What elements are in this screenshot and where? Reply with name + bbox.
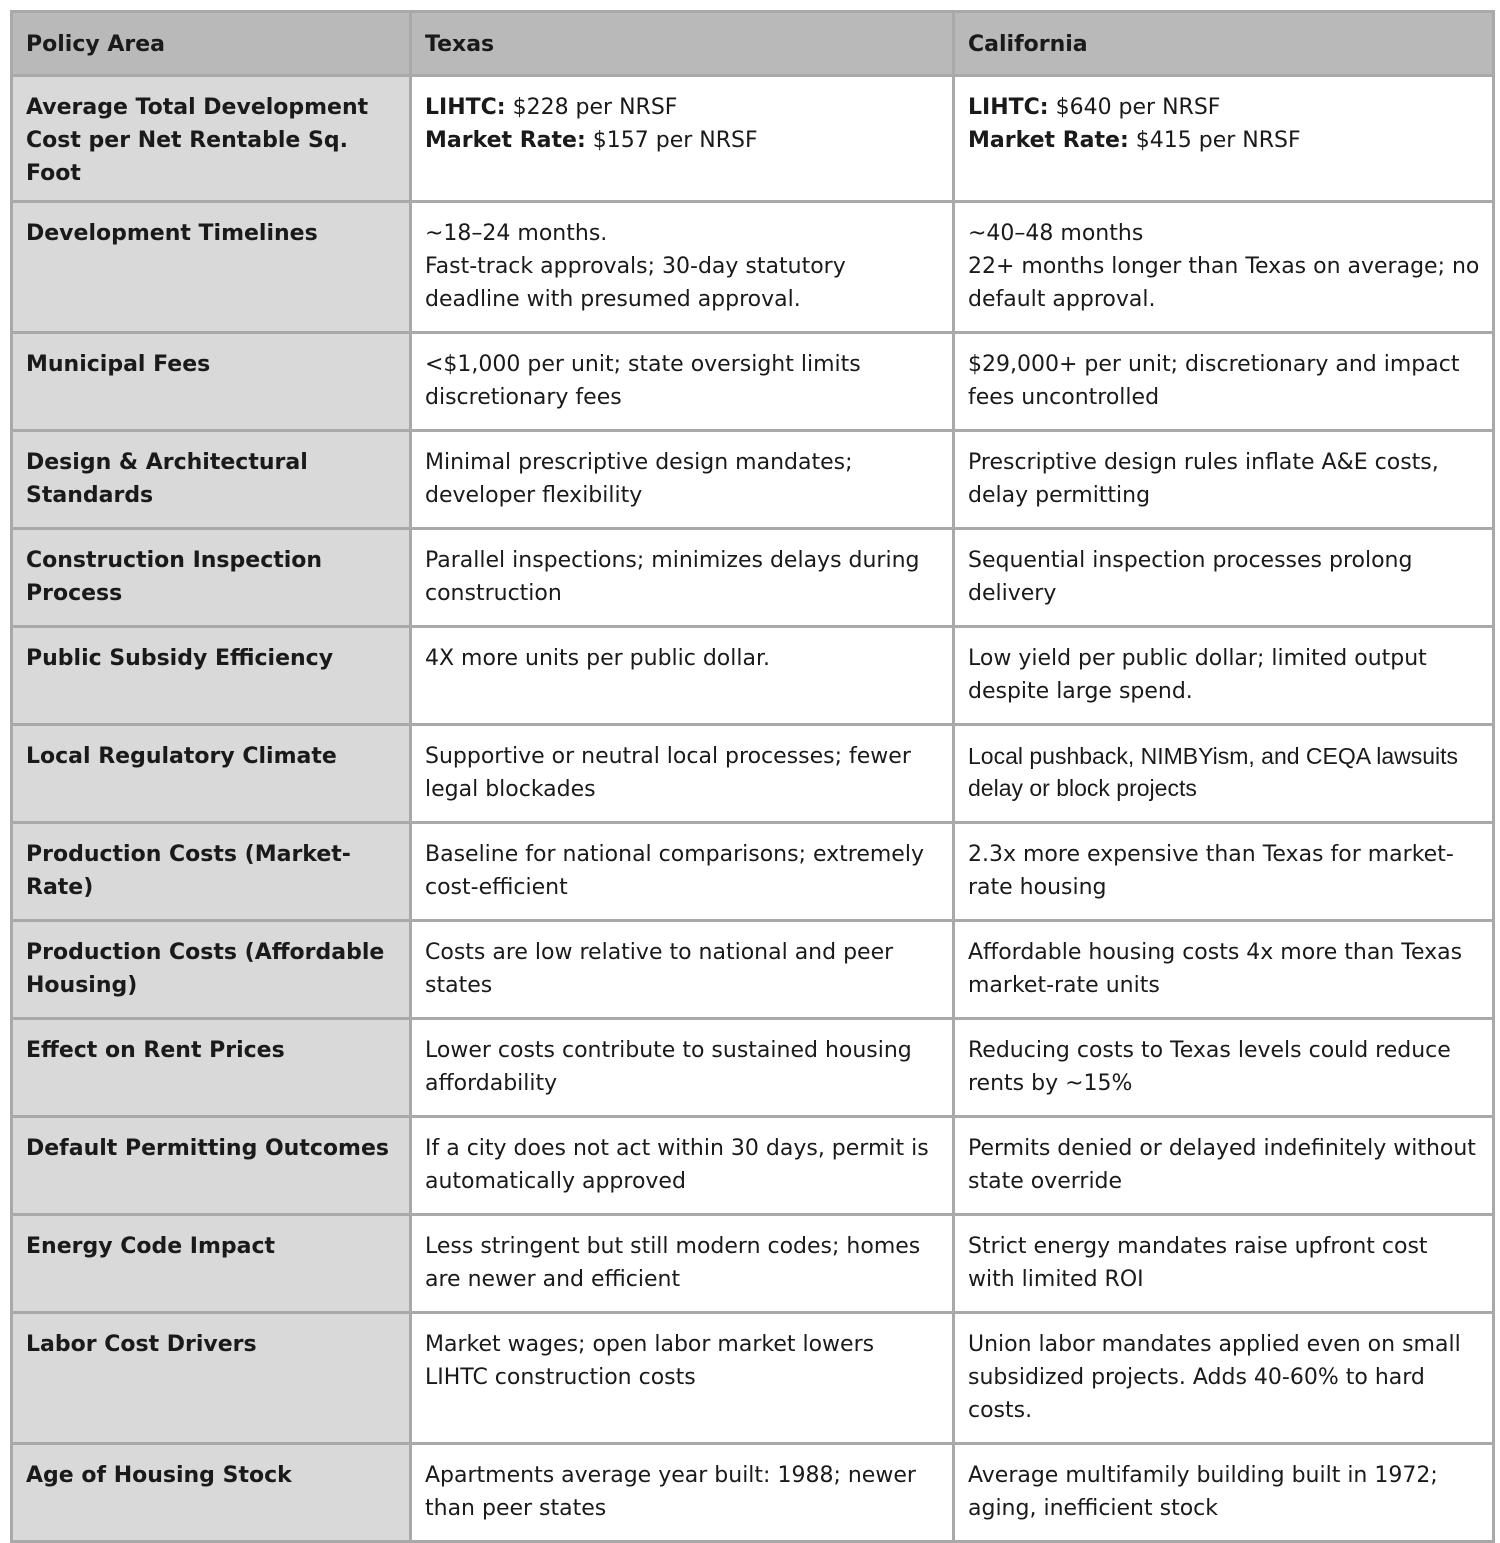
texas-line: Fast-track approvals; 30-day statutory deadline with presumed approval. (425, 254, 846, 312)
policy-area-cell: Local Regulatory Climate (12, 725, 411, 823)
cost-value: $157 per NRSF (585, 128, 758, 153)
header-texas: Texas (411, 12, 954, 76)
header-california: California (954, 12, 1494, 76)
texas-cell: Costs are low relative to national and peer states (411, 921, 954, 1019)
california-line (968, 124, 1480, 157)
texas-cell: 4X more units per public dollar. (411, 627, 954, 725)
california-cell: Permits denied or delayed indefinitely without state override (954, 1117, 1494, 1215)
policy-area-cell: Construction Inspection Process (12, 529, 411, 627)
policy-area-cell: Design & Architectural Standards (12, 431, 411, 529)
table-row (12, 1117, 1494, 1215)
california-cell: 2.3x more expensive than Texas for market-rate housing (954, 823, 1494, 921)
policy-area-cell: Municipal Fees (12, 333, 411, 431)
policy-area-cell: Public Subsidy Efficiency (12, 627, 411, 725)
texas-cell: Less stringent but still modern codes; homes are newer and efficient (411, 1215, 954, 1313)
table-row (12, 921, 1494, 1019)
texas-cell: If a city does not act within 30 days, permit is automatically approved (411, 1117, 954, 1215)
table-row (12, 202, 1494, 333)
policy-area-cell: Energy Code Impact (12, 1215, 411, 1313)
texas-line (425, 124, 940, 157)
cost-label: LIHTC: (425, 95, 506, 120)
texas-cell: <$1,000 per unit; state oversight limits discretionary fees (411, 333, 954, 431)
table-row (12, 1215, 1494, 1313)
california-cell: Low yield per public dollar; limited output despite large spend. (954, 627, 1494, 725)
table-row (12, 1444, 1494, 1542)
california-cell: Strict energy mandates raise upfront cost with limited ROI (954, 1215, 1494, 1313)
table-row (12, 1313, 1494, 1444)
texas-cell (411, 76, 954, 202)
california-cell: Local pushback, NIMBYism, and CEQA lawsuits delay or block projects (954, 725, 1494, 823)
texas-cell: Apartments average year built: 1988; newer than peer states (411, 1444, 954, 1542)
policy-area-cell: Default Permitting Outcomes (12, 1117, 411, 1215)
california-cell: Average multifamily building built in 1972; aging, inefficient stock (954, 1444, 1494, 1542)
table-row (12, 823, 1494, 921)
policy-area-cell: Development Timelines (12, 202, 411, 333)
texas-cell (411, 202, 954, 333)
california-cell: Sequential inspection processes prolong delivery (954, 529, 1494, 627)
table-row (12, 1019, 1494, 1117)
policy-area-cell: Effect on Rent Prices (12, 1019, 411, 1117)
california-cell: Prescriptive design rules inflate A&E costs, delay permitting (954, 431, 1494, 529)
policy-area-cell: Production Costs (Market-Rate) (12, 823, 411, 921)
table-row (12, 627, 1494, 725)
cost-label: LIHTC: (968, 95, 1049, 120)
california-line (968, 91, 1480, 124)
policy-area-cell: Production Costs (Affordable Housing) (12, 921, 411, 1019)
cost-value: $640 per NRSF (1048, 95, 1221, 120)
california-cell (954, 76, 1494, 202)
california-cell: Affordable housing costs 4x more than Texas market-rate units (954, 921, 1494, 1019)
policy-area-cell: Age of Housing Stock (12, 1444, 411, 1542)
cost-label: Market Rate: (968, 128, 1129, 153)
texas-line: ~18–24 months. (425, 221, 608, 246)
table-row (12, 431, 1494, 529)
table-row (12, 529, 1494, 627)
header-policy-area: Policy Area (12, 12, 411, 76)
table-row (12, 333, 1494, 431)
california-cell (954, 202, 1494, 333)
table-row (12, 725, 1494, 823)
cost-label: Market Rate: (425, 128, 586, 153)
policy-area-cell: Average Total Development Cost per Net Rentable Sq. Foot (12, 76, 411, 202)
california-line: 22+ months longer than Texas on average; no default approval. (968, 254, 1480, 312)
california-cell: Reducing costs to Texas levels could reduce rents by ~15% (954, 1019, 1494, 1117)
table-row (12, 76, 1494, 202)
california-cell: $29,000+ per unit; discretionary and impact fees uncontrolled (954, 333, 1494, 431)
texas-cell: Market wages; open labor market lowers LIHTC construction costs (411, 1313, 954, 1444)
header-row (12, 12, 1494, 76)
texas-line (425, 91, 940, 124)
texas-cell: Minimal prescriptive design mandates; developer flexibility (411, 431, 954, 529)
cost-value: $415 per NRSF (1128, 128, 1301, 153)
comparison-table (10, 10, 1495, 1543)
policy-area-cell: Labor Cost Drivers (12, 1313, 411, 1444)
texas-cell: Parallel inspections; minimizes delays during construction (411, 529, 954, 627)
california-cell: Union labor mandates applied even on small subsidized projects. Adds 40-60% to hard costs. (954, 1313, 1494, 1444)
california-line: ~40–48 months (968, 221, 1144, 246)
texas-cell: Lower costs contribute to sustained housing affordability (411, 1019, 954, 1117)
cost-value: $228 per NRSF (505, 95, 678, 120)
texas-cell: Supportive or neutral local processes; fewer legal blockades (411, 725, 954, 823)
texas-cell: Baseline for national comparisons; extremely cost-efficient (411, 823, 954, 921)
